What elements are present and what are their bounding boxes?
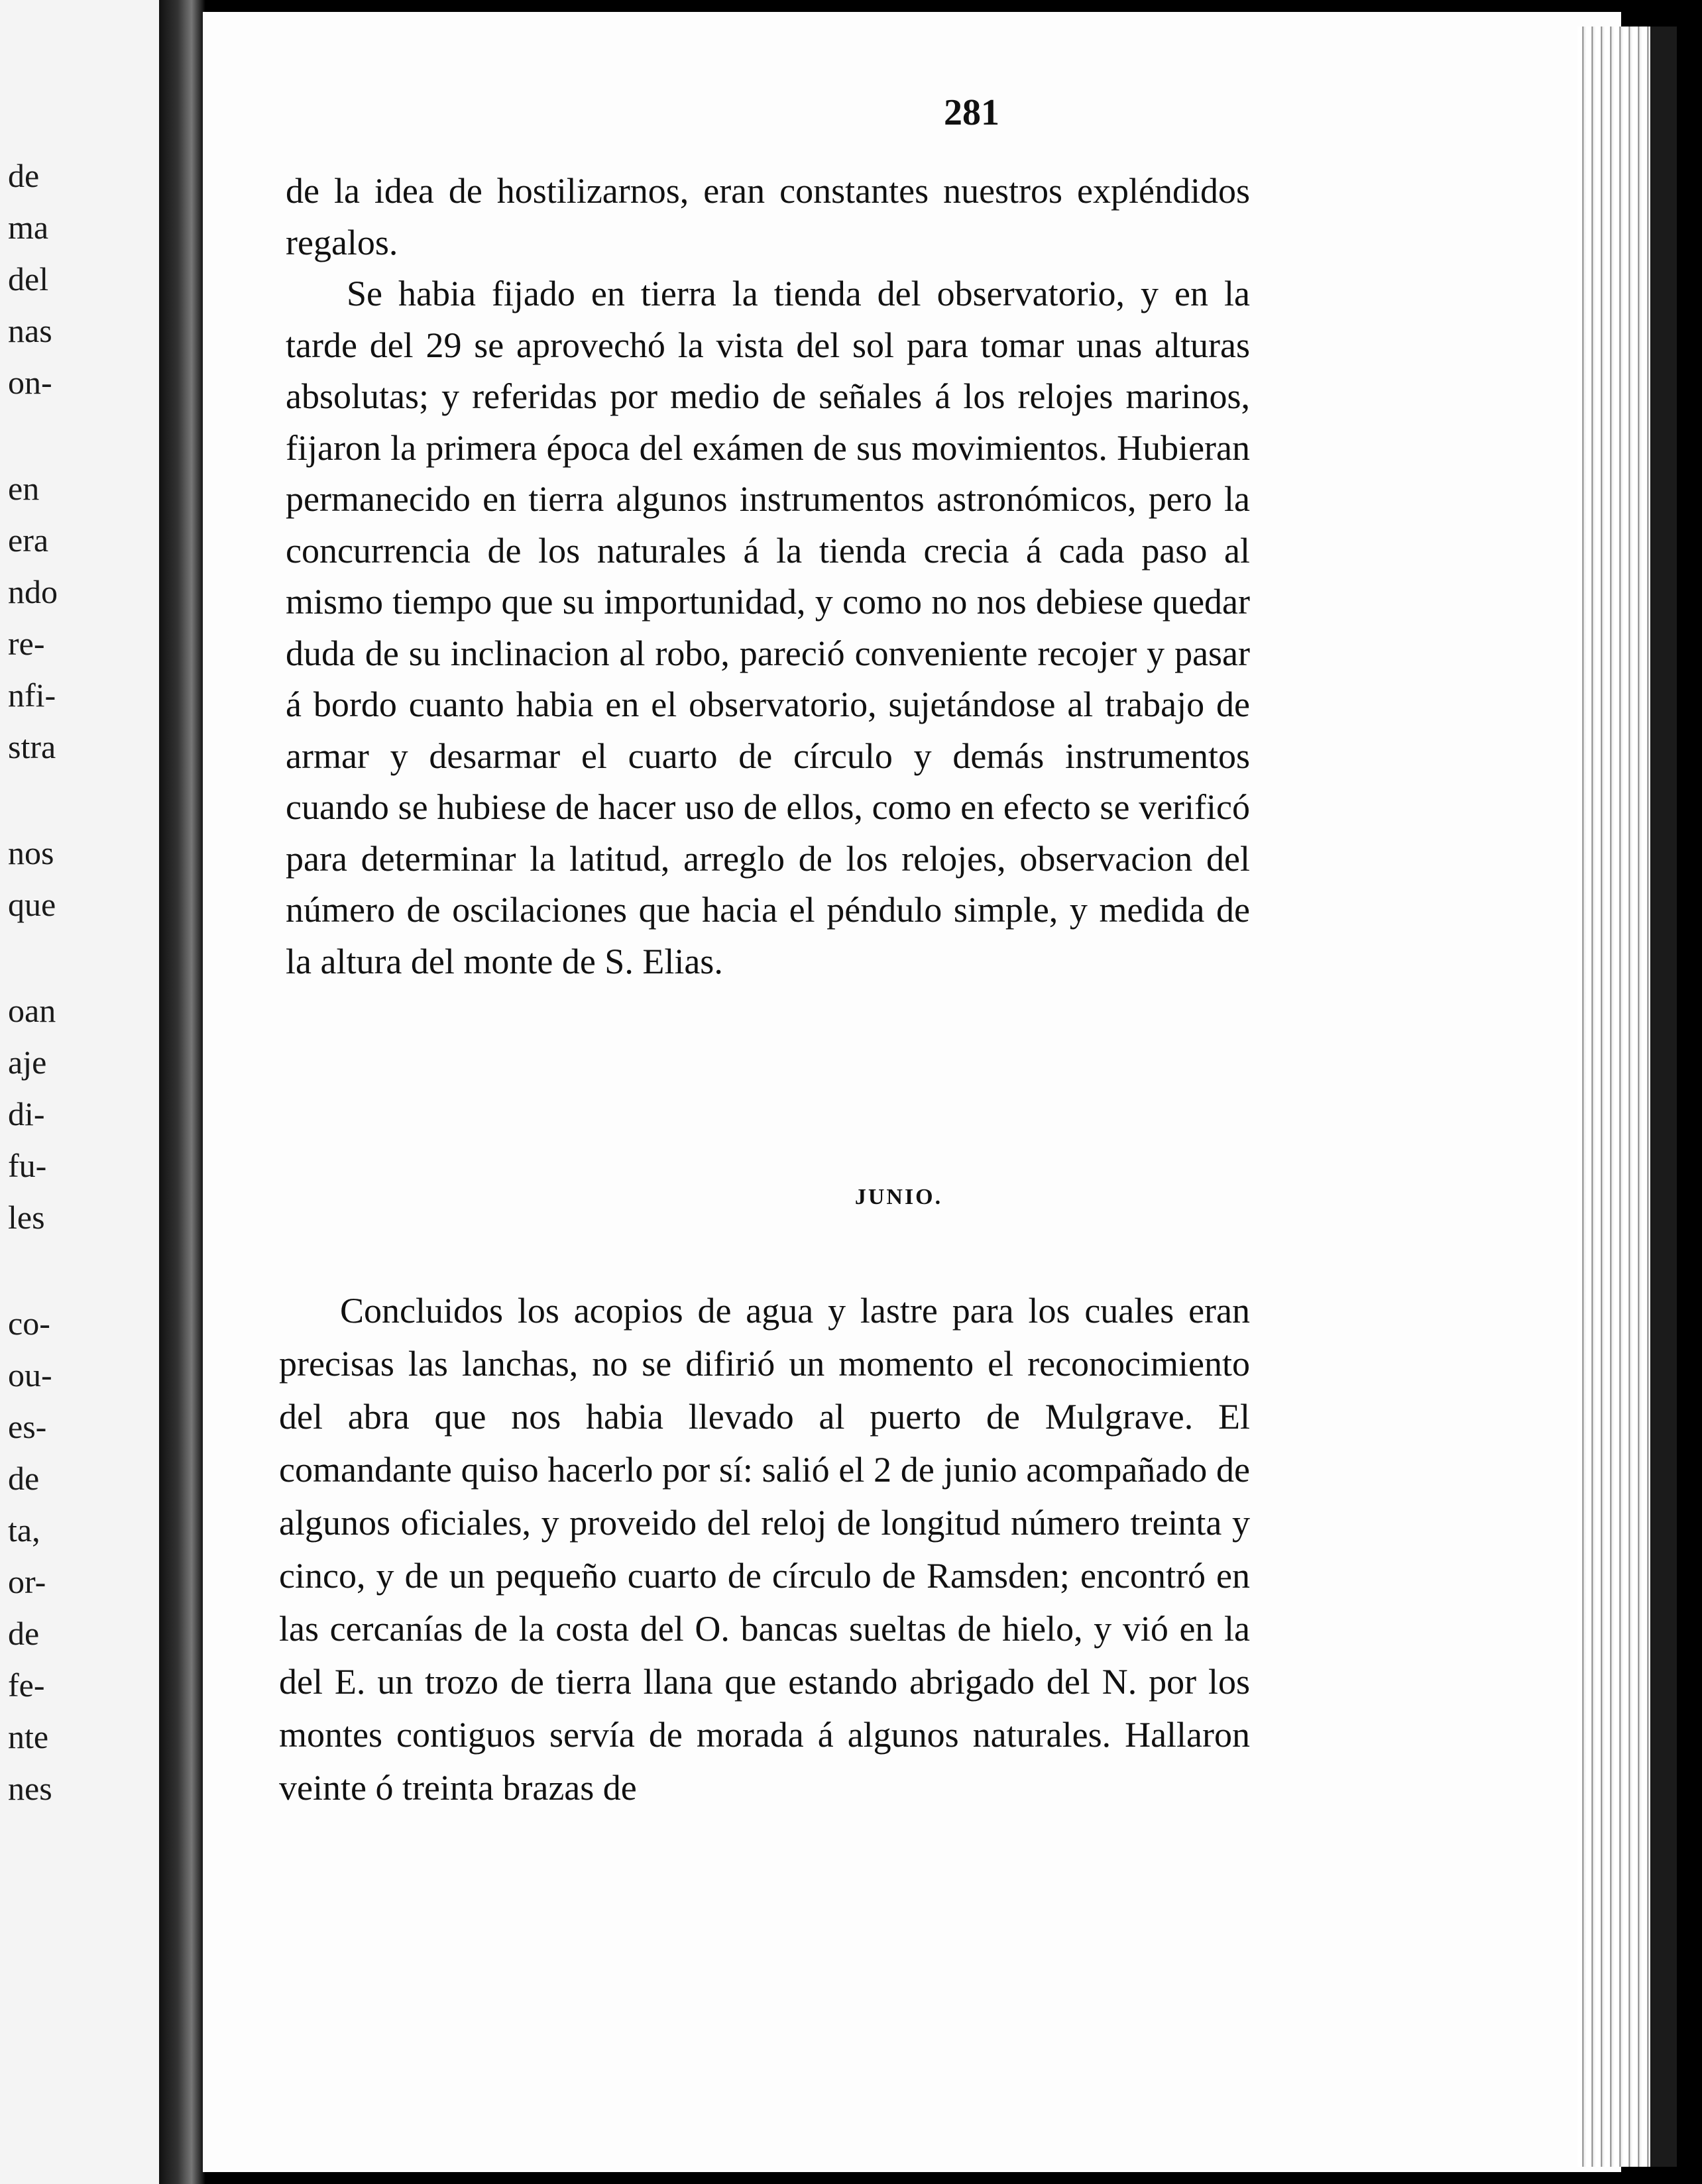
left-page-fragment: ndo [8, 573, 58, 610]
left-page-fragment: les [8, 1199, 45, 1236]
left-page-fragment: oan [8, 992, 56, 1029]
left-page-fragment: ta, [8, 1511, 40, 1549]
left-page-fragment: en [8, 470, 40, 507]
left-page-fragment: nte [8, 1718, 49, 1755]
left-page-fragment: del [8, 260, 49, 298]
fore-edge-shadow [1650, 27, 1677, 2167]
left-page-fragment: es- [8, 1408, 47, 1445]
left-page-fragment: de [8, 1615, 40, 1652]
lower-text-block [279, 1284, 1250, 1814]
observatory-paragraph: Se habia fijado en tierra la tienda del observatorio, y en la tarde del 29 se aprovechó la vista del sol para tomar unas alturas absolutas; y referidas por medio de señales á los relojes marinos, fijaron la primera época del exámen de sus movimientos. Hubieran permanecido en tierra algunos instrumentos astronómicos, pero la concurrencia de los naturales á la tienda crecia á cada paso al mismo tiempo que su importunidad, y como no nos debiese quedar duda de su inclinacion al robo, pareció conveniente recojer y pasar á bordo cuanto habia en el observatorio, sujetándose al trabajo de armar y desarmar el cuarto de círculo y demás instrumentos cuando se hubiese de hacer uso de ellos, como en efecto se verificó para determinar la latitud, arreglo de los relojes, observacion del número de oscilaciones que hacia el péndulo simple, y medida de la altura del monte de S. Elias. [286, 274, 1250, 981]
left-page-fragment: or- [8, 1563, 46, 1600]
page-number: 281 [944, 92, 999, 133]
left-page-fragment: stra [8, 728, 56, 765]
left-page-fragment: di- [8, 1095, 45, 1132]
section-heading-junio: JUNIO. [854, 1185, 943, 1209]
left-facing-page [0, 0, 159, 2184]
junio-paragraph: Concluidos los acopios de agua y lastre para los cuales eran precisas las lanchas, no se difirió un momento el reconocimiento del abra que nos habia llevado al puerto de Mulgrave. El comandante quiso hacerlo por sí: salió el 2 de junio acompañado de algunos oficiales, y proveido del reloj de longitud número treinta y cinco, y de un pequeño cuarto de círculo de Ramsden; encontró en las cercanías de la costa del O. bancas sueltas de hielo, y vió en la del E. un trozo de tierra llana que estando abrigado del N. por los montes contiguos servía de morada á algunos naturales. Hallaron veinte ó treinta brazas de [279, 1291, 1250, 1808]
upper-text-block [286, 166, 1250, 987]
book-gutter [159, 0, 205, 2184]
right-page [203, 12, 1621, 2172]
left-page-fragment: nas [8, 312, 52, 349]
left-page-fragment: nfi- [8, 677, 56, 714]
left-page-fragment: co- [8, 1305, 50, 1342]
left-page-fragment: fu- [8, 1147, 47, 1184]
left-page-fragment: ou- [8, 1356, 52, 1393]
left-page-fragment: aje [8, 1044, 47, 1081]
left-page-fragment: de [8, 1460, 40, 1497]
left-page-fragment: era [8, 521, 49, 559]
left-page-fragment: nes [8, 1770, 52, 1807]
left-page-fragment: nos [8, 834, 54, 871]
page-fore-edge [1577, 27, 1650, 2167]
left-page-line-fragments [0, 0, 159, 2184]
left-page-fragment: on- [8, 364, 52, 401]
left-page-fragment: ma [8, 209, 49, 246]
continuation-paragraph: de la idea de hostilizarnos, eran constantes nuestros expléndidos regalos. [286, 171, 1250, 262]
left-page-fragment: fe- [8, 1666, 45, 1704]
left-page-fragment: que [8, 886, 56, 923]
left-page-fragment: re- [8, 625, 45, 662]
left-page-fragment: de [8, 157, 40, 194]
